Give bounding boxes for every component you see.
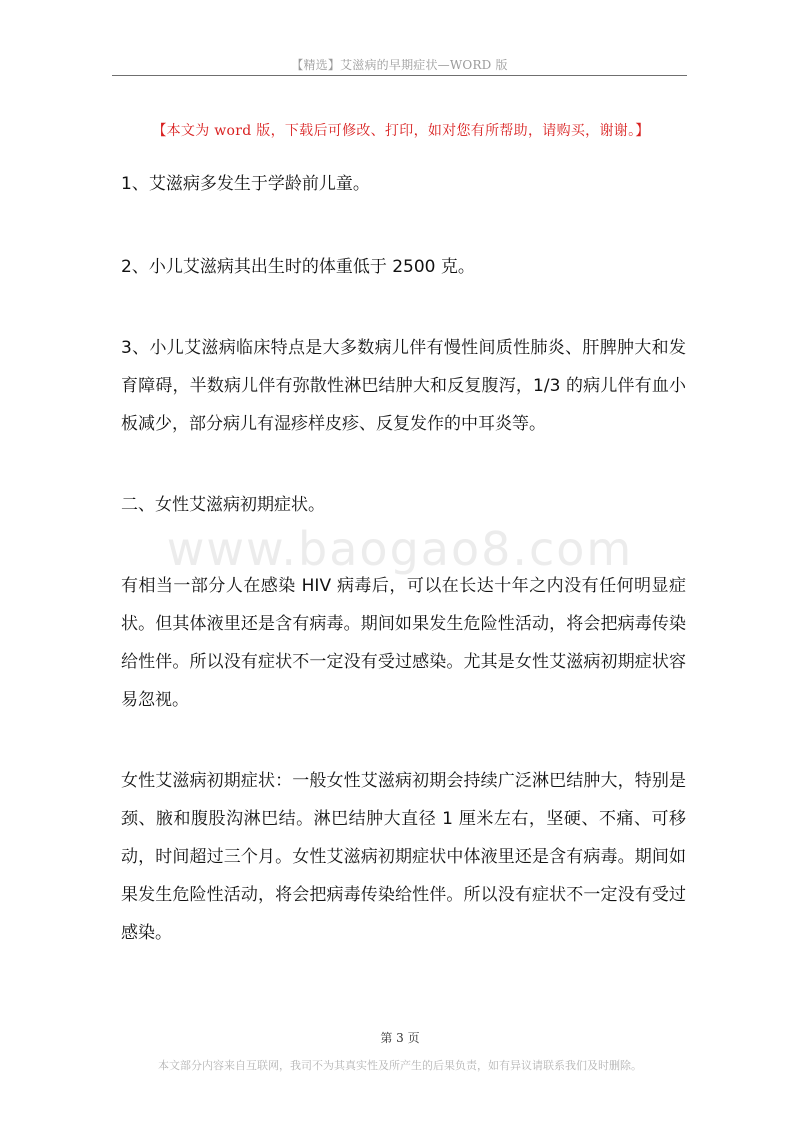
paragraph-female-symptoms: 女性艾滋病初期症状：一般女性艾滋病初期会持续广泛淋巴结肿大，特别是颈、腋和腹股沟淋巴结。淋巴结肿大直径 1 厘米左右，坚硬、不痛、可移动，时间超过三个月。女性艾滋病初期症状中体液里还是含有病毒。期间如果发生危险性活动，将会把病毒传染给性伴。所以没有症状不一定没有受过感染。: [121, 771, 686, 943]
download-notice: 【本文为 word 版，下载后可修改、打印，如对您有所帮助，请购买，谢谢。】: [152, 123, 650, 139]
paragraph-item-1: 1、艾滋病多发生于学龄前儿童。: [121, 174, 370, 194]
paragraph-item-2: 2、小儿艾滋病其出生时的体重低于 2500 克。: [121, 257, 475, 277]
page-header: 【精选】艾滋病的早期症状—WORD 版: [291, 58, 508, 72]
header-divider: [112, 75, 687, 76]
page-number: 第 3 页: [380, 1031, 420, 1045]
watermark-text: www.baogao8.com: [166, 522, 634, 576]
paragraph-item-3: 3、小儿艾滋病临床特点是大多数病儿伴有慢性间质性肺炎、肝脾肿大和发育障碍，半数病儿伴有弥散性淋巴结肿大和反复腹泻，1/3 的病儿伴有血小板减少，部分病儿有湿疹样皮疹、反复发作的中耳炎等。: [121, 338, 686, 434]
footer-disclaimer: 本文部分内容来自互联网，我司不为其真实性及所产生的后果负责，如有异议请联系我们及时删除。: [158, 1059, 642, 1072]
document-body: [121, 165, 686, 952]
section-heading: 二、女性艾滋病初期症状。: [121, 495, 325, 515]
paragraph-hiv-latency: 有相当一部分人在感染 HIV 病毒后，可以在长达十年之内没有任何明显症状。但其体液里还是含有病毒。期间如果发生危险性活动，将会把病毒传染给性伴。所以没有症状不一定没有受过感染。尤其是女性艾滋病初期症状容易忽视。: [121, 576, 686, 710]
